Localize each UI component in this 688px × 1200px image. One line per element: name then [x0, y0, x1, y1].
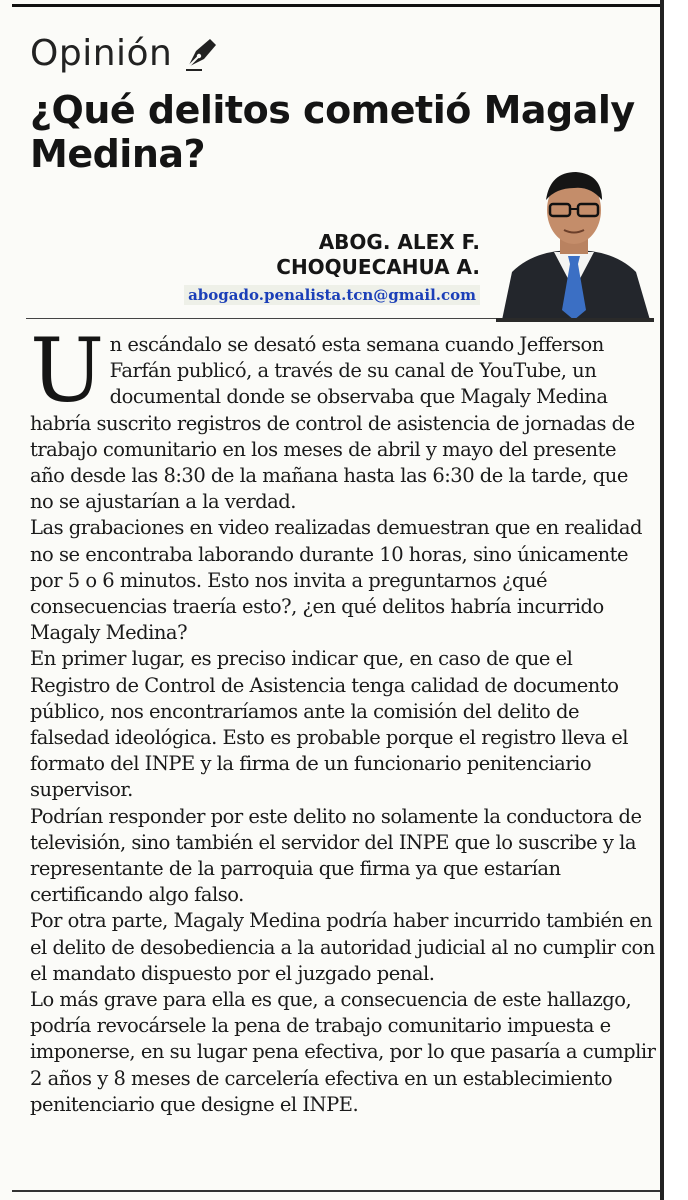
author-byline: [150, 230, 480, 305]
article-headline: ¿Qué delitos cometió Magaly Medina?: [30, 88, 635, 176]
article-body: [30, 319, 656, 1118]
section-header: [30, 28, 222, 78]
paragraph-3: En primer lugar, es preciso indicar que, en caso de que el Registro de Control de Asistencia tenga calidad de documento público, nos encontraríamos ante la comisión del delito de falsedad ideológica. Esto es probable porque el registro lleva el formato del INPE y la firma de un funcionario penitenciario supervisor.: [30, 647, 629, 802]
author-name: ABOG. ALEX F. CHOQUECAHUA A.: [276, 230, 480, 279]
pen-nib-icon: [182, 33, 222, 73]
paragraph-1-text: n escándalo se desató esta semana cuando Jefferson Farfán publicó, a través de su canal de YouTube, un documental donde se observaba que Magaly Medina habría suscrito registros de control de asistencia de jornadas de trabajo comunitario en los meses de abril y mayo del presente año desde las 8:30 de la mañana hasta las 6:30 de la tarde, que no se ajustarían a la verdad.: [30, 333, 635, 514]
author-email[interactable]: abogado.penalista.tcn@gmail.com: [184, 285, 480, 305]
paragraph-6: Lo más grave para ella es que, a consecuencia de este hallazgo, podría revocársele la pena de trabajo comunitario impuesta e imponerse, en su lugar pena efectiva, por lo que pasaría a cumplir 2 años y 8 meses de carcelería efectiva en un establecimiento penitenciario que designe el INPE.: [30, 988, 656, 1116]
photo-frame: [496, 318, 654, 322]
section-label: Opinión: [30, 32, 173, 74]
paragraph-2: Las grabaciones en video realizadas demuestran que en realidad no se encontraba laborando durante 10 horas, sino únicamente por 5 o 6 minutos. Esto nos invita a preguntarnos ¿qué consecuencias traería esto?, ¿en qué delitos habría incurrido Magaly Medina?: [30, 516, 642, 645]
paragraph-1: [30, 319, 656, 515]
page-margin: [664, 0, 688, 1200]
bottom-rule: [12, 1190, 660, 1192]
paragraph-4: Podrían responder por este delito no solamente la conductora de televisión, sino también el servidor del INPE que lo suscribe y la representante de la parroquia que firma ya que estarían certificando algo falso.: [30, 804, 642, 907]
paragraph-5: Por otra parte, Magaly Medina podría haber incurrido también en el delito de desobediencia a la autoridad judicial al no cumplir con el mandato dispuesto por el juzgado penal.: [30, 909, 655, 985]
author-portrait: [494, 160, 654, 320]
drop-cap: U: [30, 319, 104, 422]
top-rule: [12, 4, 660, 7]
